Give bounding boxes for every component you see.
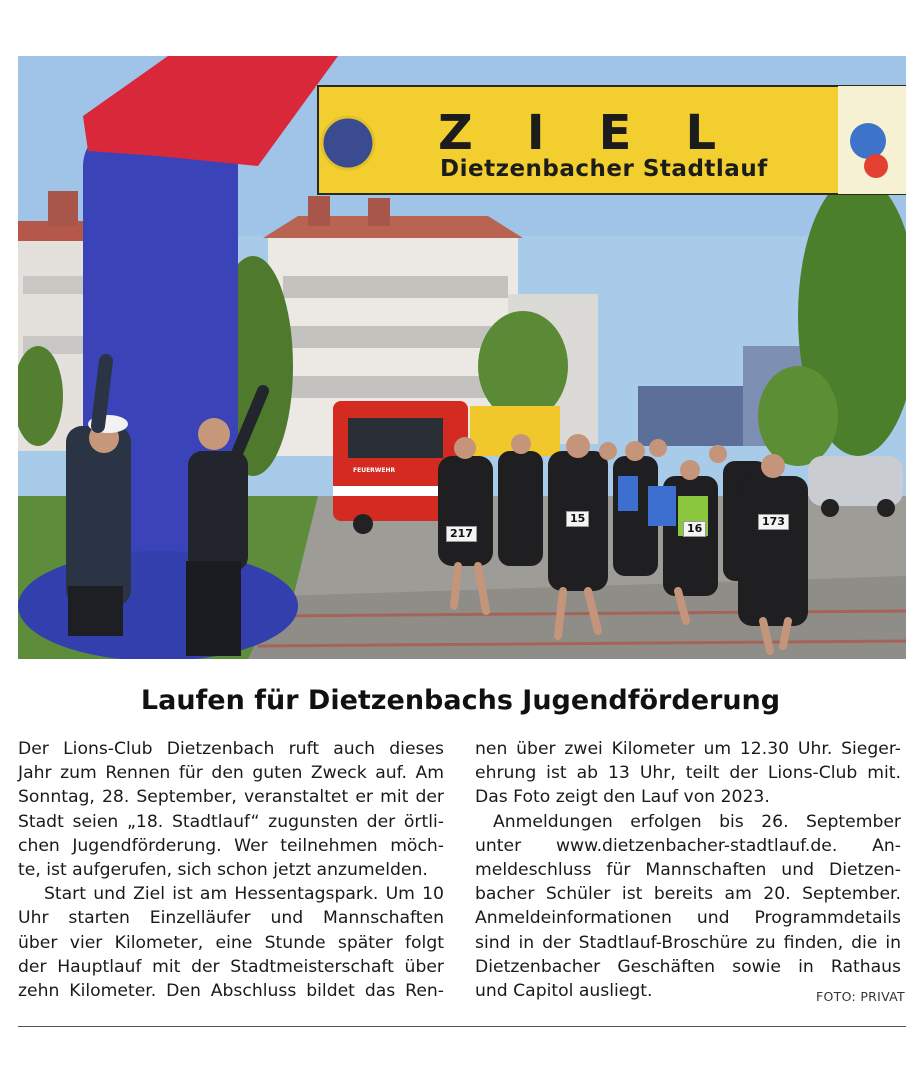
text-line: sind in der Stadtlauf-Broschüre zu finden, die in: [475, 932, 901, 953]
text-line: chen Jugendförderung. Wer teilnehmen möch-: [18, 835, 444, 856]
text-line: meldeschluss für Mannschaften und Dietzen-: [475, 860, 901, 881]
runner-bib: 16: [683, 521, 706, 537]
text-line: nen über zwei Kilometer um 12.30 Uhr. Sieger-: [475, 739, 901, 759]
banner-subtitle: Dietzenbacher Stadtlauf: [440, 156, 768, 182]
text-line: Jahr zum Rennen für den guten Zweck auf. Am: [18, 763, 444, 784]
text-line: ehrung ist ab 13 Uhr, teilt der Lions-Club mit.: [475, 763, 901, 784]
text-line: Anmeldeinformationen und Programmdetails: [475, 908, 901, 929]
text-line: Sonntag, 28. September, veranstaltet er mit der: [18, 787, 444, 808]
article-column-left: [18, 737, 444, 1003]
runner-bib: 15: [566, 511, 589, 527]
runner-bib: 173: [758, 514, 789, 530]
text-line: Der Lions-Club Dietzenbach ruft auch dieses: [18, 739, 444, 759]
article-column-right: [475, 737, 901, 1003]
text-line: und Capitol ausliegt.: [475, 981, 653, 1002]
runner-bib: 217: [446, 526, 477, 542]
article-headline: Laufen für Dietzenbachs Jugendförderung: [140, 685, 781, 716]
photo-credit: FOTO: PRIVAT: [816, 989, 905, 1004]
text-line: Start und Ziel ist am Hessentagspark. Um 10: [44, 884, 444, 905]
text-line: der Hauptlauf mit der Stadtmeisterschaft über: [18, 956, 444, 977]
text-line: Uhr starten Einzelläufer und Mannschaften: [18, 908, 444, 929]
text-line: Stadt seien „18. Stadtlauf“ zugunsten der örtli-: [18, 811, 444, 832]
text-line: unter www.dietzenbacher-stadtlauf.de. An-: [475, 835, 901, 856]
article-photo: [18, 56, 906, 659]
bottom-divider: [18, 1026, 906, 1027]
text-line: zehn Kilometer. Den Abschluss bildet das Ren-: [18, 981, 444, 1002]
banner-title: ZIEL: [438, 105, 771, 161]
text-line: Dietzenbacher Geschäften sowie in Rathaus: [475, 956, 901, 977]
fire-truck-label: FEUERWEHR: [353, 467, 396, 474]
text-line: Das Foto zeigt den Lauf von 2023.: [475, 787, 770, 808]
text-line: bacher Schüler ist bereits am 20. September.: [475, 884, 901, 905]
text-line: Anmeldungen erfolgen bis 26. September: [493, 811, 901, 832]
text-line: über vier Kilometer, eine Stunde später folgt: [18, 932, 444, 953]
text-line: te, ist aufgerufen, sich schon jetzt anzumelden.: [18, 860, 428, 881]
